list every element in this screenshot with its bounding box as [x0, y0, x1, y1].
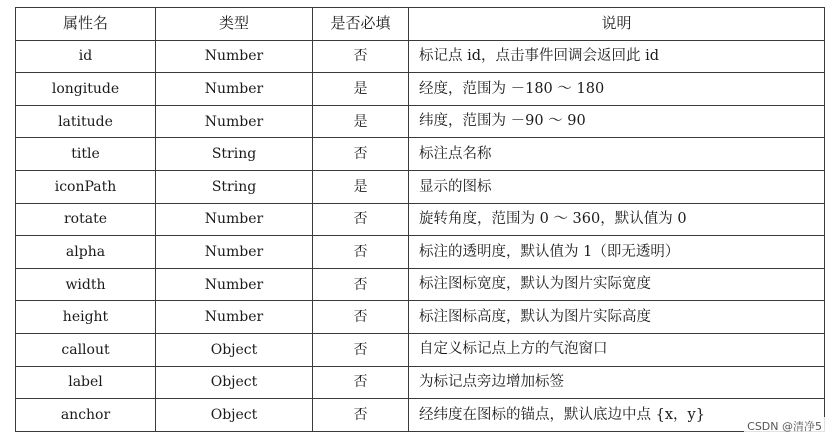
cell-required: 否	[313, 301, 409, 334]
table-row	[16, 333, 825, 366]
header-property-name: 属性名	[16, 8, 156, 41]
cell-description: 为标记点旁边增加标签	[409, 366, 825, 399]
cell-type: Object	[156, 399, 313, 432]
cell-required: 是	[313, 170, 409, 203]
csdn-watermark: CSDN @清净5	[744, 417, 825, 435]
cell-description: 标注图标宽度，默认为图片实际宽度	[409, 268, 825, 301]
cell-property-name: alpha	[16, 236, 156, 269]
property-table	[15, 7, 825, 432]
cell-description: 标注图标高度，默认为图片实际高度	[409, 301, 825, 334]
cell-property-name: id	[16, 40, 156, 73]
cell-required: 否	[313, 40, 409, 73]
cell-type: String	[156, 170, 313, 203]
cell-description: 旋转角度，范围为 0 ～ 360，默认值为 0	[409, 203, 825, 236]
cell-property-name: label	[16, 366, 156, 399]
cell-property-name: iconPath	[16, 170, 156, 203]
cell-type: Number	[156, 40, 313, 73]
cell-property-name: anchor	[16, 399, 156, 432]
table-row	[16, 236, 825, 269]
table-row	[16, 301, 825, 334]
property-table-container	[15, 7, 824, 432]
header-description: 说明	[409, 8, 825, 41]
table-row	[16, 73, 825, 106]
cell-required: 否	[313, 268, 409, 301]
cell-type: Number	[156, 236, 313, 269]
cell-property-name: callout	[16, 333, 156, 366]
cell-description: 标注的透明度，默认值为 1（即无透明）	[409, 236, 825, 269]
cell-description: 纬度，范围为 －90 ～ 90	[409, 105, 825, 138]
cell-property-name: width	[16, 268, 156, 301]
table-row	[16, 268, 825, 301]
cell-description: 标记点 id，点击事件回调会返回此 id	[409, 40, 825, 73]
table-row	[16, 105, 825, 138]
cell-required: 否	[313, 366, 409, 399]
cell-type: Number	[156, 301, 313, 334]
header-type: 类型	[156, 8, 313, 41]
cell-required: 否	[313, 138, 409, 171]
cell-type: Number	[156, 105, 313, 138]
cell-required: 否	[313, 333, 409, 366]
cell-property-name: rotate	[16, 203, 156, 236]
table-row	[16, 170, 825, 203]
cell-required: 是	[313, 105, 409, 138]
cell-type: String	[156, 138, 313, 171]
cell-description: 显示的图标	[409, 170, 825, 203]
table-header-row	[16, 8, 825, 41]
table-row	[16, 203, 825, 236]
cell-description: 经度，范围为 －180 ～ 180	[409, 73, 825, 106]
cell-description: 经纬度在图标的锚点，默认底边中点 {x，y}	[409, 399, 825, 432]
cell-description: 标注点名称	[409, 138, 825, 171]
cell-required: 否	[313, 236, 409, 269]
cell-description: 自定义标记点上方的气泡窗口	[409, 333, 825, 366]
cell-required: 否	[313, 399, 409, 432]
cell-type: Object	[156, 333, 313, 366]
cell-required: 否	[313, 203, 409, 236]
cell-property-name: latitude	[16, 105, 156, 138]
cell-required: 是	[313, 73, 409, 106]
cell-type: Number	[156, 203, 313, 236]
cell-property-name: longitude	[16, 73, 156, 106]
table-row	[16, 138, 825, 171]
table-row	[16, 399, 825, 432]
table-row	[16, 366, 825, 399]
cell-property-name: title	[16, 138, 156, 171]
cell-type: Number	[156, 73, 313, 106]
header-required: 是否必填	[313, 8, 409, 41]
cell-type: Number	[156, 268, 313, 301]
cell-property-name: height	[16, 301, 156, 334]
cell-type: Object	[156, 366, 313, 399]
table-row	[16, 40, 825, 73]
